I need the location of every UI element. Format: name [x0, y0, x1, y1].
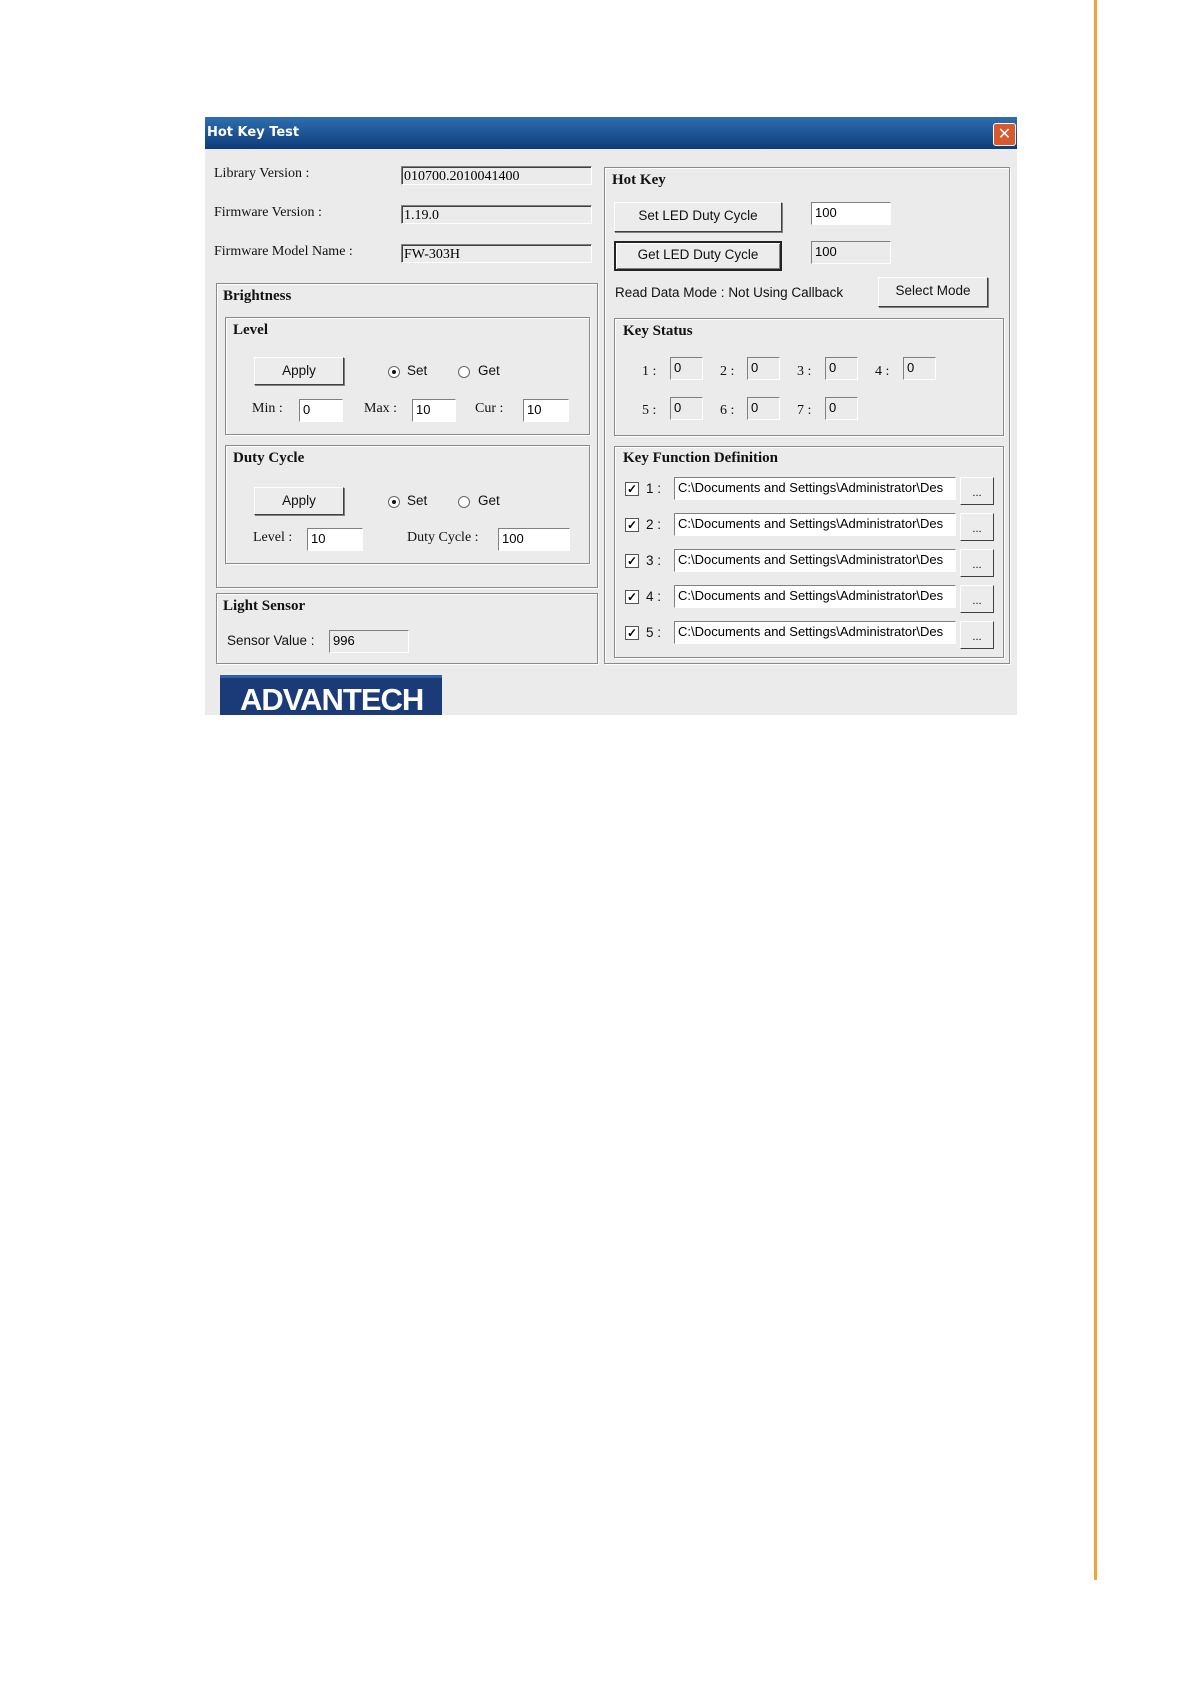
- duty-apply-button[interactable]: Apply: [254, 487, 344, 515]
- duty-cycle-title: Duty Cycle: [233, 450, 305, 466]
- key-status-field-5: 0: [670, 397, 703, 420]
- select-mode-button[interactable]: Select Mode: [878, 277, 988, 307]
- duty-get-radio[interactable]: [458, 496, 470, 508]
- read-mode-text: Read Data Mode : Not Using Callback: [615, 285, 844, 300]
- firmware-model-label: Firmware Model Name :: [214, 244, 353, 259]
- key-status-label-4: 4 :: [875, 364, 890, 379]
- library-version-field: 010700.2010041400: [401, 166, 592, 185]
- key-function-path-5[interactable]: C:\Documents and Settings\Administrator\Des: [674, 621, 956, 644]
- firmware-version-label: Firmware Version :: [214, 205, 322, 220]
- key-function-label-5: 5 :: [646, 625, 662, 640]
- key-function-title: Key Function Definition: [623, 450, 779, 466]
- key-function-path-4[interactable]: C:\Documents and Settings\Administrator\Des: [674, 585, 956, 608]
- key-function-checkbox-5[interactable]: ✓: [626, 626, 638, 640]
- key-status-field-6: 0: [747, 397, 780, 420]
- duty-cycle-label: Duty Cycle :: [407, 530, 479, 545]
- min-input[interactable]: 0: [299, 399, 343, 422]
- advantech-logo: [220, 675, 442, 715]
- max-input[interactable]: 10: [412, 399, 456, 422]
- key-status-label-5: 5 :: [642, 403, 657, 418]
- sensor-value-label: Sensor Value :: [227, 633, 315, 648]
- cur-input[interactable]: 10: [523, 399, 569, 422]
- key-function-label-3: 3 :: [646, 553, 662, 568]
- key-status-label-7: 7 :: [797, 403, 812, 418]
- key-function-label-4: 4 :: [646, 589, 662, 604]
- key-function-checkbox-3[interactable]: ✓: [626, 554, 638, 568]
- level-set-label: Set: [407, 363, 428, 378]
- key-status-label-1: 1 :: [642, 364, 657, 379]
- level-get-label: Get: [478, 363, 500, 378]
- duty-level-input[interactable]: 10: [307, 528, 363, 551]
- page-accent-rule: [1094, 0, 1097, 1580]
- key-status-field-1: 0: [670, 357, 703, 380]
- logo-text: ADVANTECH: [240, 682, 424, 717]
- key-status-title: Key Status: [623, 323, 693, 339]
- browse-button-4[interactable]: ...: [960, 585, 994, 613]
- key-function-label-2: 2 :: [646, 517, 662, 532]
- browse-button-3[interactable]: ...: [960, 549, 994, 577]
- hot-key-test-window: [205, 117, 1017, 715]
- key-status-field-4: 0: [903, 357, 936, 380]
- key-status-label-3: 3 :: [797, 364, 812, 379]
- level-apply-button[interactable]: Apply: [254, 357, 344, 385]
- key-status-label-6: 6 :: [720, 403, 735, 418]
- duty-get-label: Get: [478, 493, 500, 508]
- get-led-duty-button[interactable]: Get LED Duty Cycle: [614, 241, 782, 271]
- get-led-duty-field: 100: [811, 241, 891, 264]
- title-bar[interactable]: [205, 117, 1017, 149]
- light-sensor-title: Light Sensor: [223, 598, 306, 614]
- key-function-checkbox-2[interactable]: ✓: [626, 518, 638, 532]
- library-version-label: Library Version :: [214, 166, 310, 181]
- level-set-radio[interactable]: [388, 366, 400, 378]
- duty-set-radio[interactable]: [388, 496, 400, 508]
- key-function-path-2[interactable]: C:\Documents and Settings\Administrator\Des: [674, 513, 956, 536]
- duty-level-label: Level :: [253, 530, 293, 545]
- key-function-path-3[interactable]: C:\Documents and Settings\Administrator\Des: [674, 549, 956, 572]
- key-status-label-2: 2 :: [720, 364, 735, 379]
- brightness-title: Brightness: [223, 288, 292, 304]
- set-led-duty-button[interactable]: Set LED Duty Cycle: [614, 202, 782, 232]
- key-status-field-2: 0: [747, 357, 780, 380]
- firmware-version-field: 1.19.0: [401, 205, 592, 224]
- firmware-model-field: FW-303H: [401, 244, 592, 263]
- key-function-label-1: 1 :: [646, 481, 662, 496]
- key-function-checkbox-4[interactable]: ✓: [626, 590, 638, 604]
- close-icon[interactable]: ✕: [993, 123, 1016, 146]
- level-title: Level: [233, 322, 268, 338]
- key-function-checkbox-1[interactable]: ✓: [626, 482, 638, 496]
- window-title: Hot Key Test: [207, 125, 300, 140]
- browse-button-1[interactable]: ...: [960, 477, 994, 505]
- browse-button-2[interactable]: ...: [960, 513, 994, 541]
- sensor-value-field: 996: [329, 630, 409, 653]
- set-led-duty-input[interactable]: 100: [811, 202, 891, 225]
- key-function-path-1[interactable]: C:\Documents and Settings\Administrator\Des: [674, 477, 956, 500]
- min-label: Min :: [252, 401, 283, 416]
- hot-key-title: Hot Key: [612, 172, 666, 188]
- browse-button-5[interactable]: ...: [960, 621, 994, 649]
- key-status-field-3: 0: [825, 357, 858, 380]
- key-status-field-7: 0: [825, 397, 858, 420]
- level-get-radio[interactable]: [458, 366, 470, 378]
- cur-label: Cur :: [475, 401, 504, 416]
- duty-cycle-input[interactable]: 100: [498, 528, 570, 551]
- duty-set-label: Set: [407, 493, 428, 508]
- max-label: Max :: [364, 401, 398, 416]
